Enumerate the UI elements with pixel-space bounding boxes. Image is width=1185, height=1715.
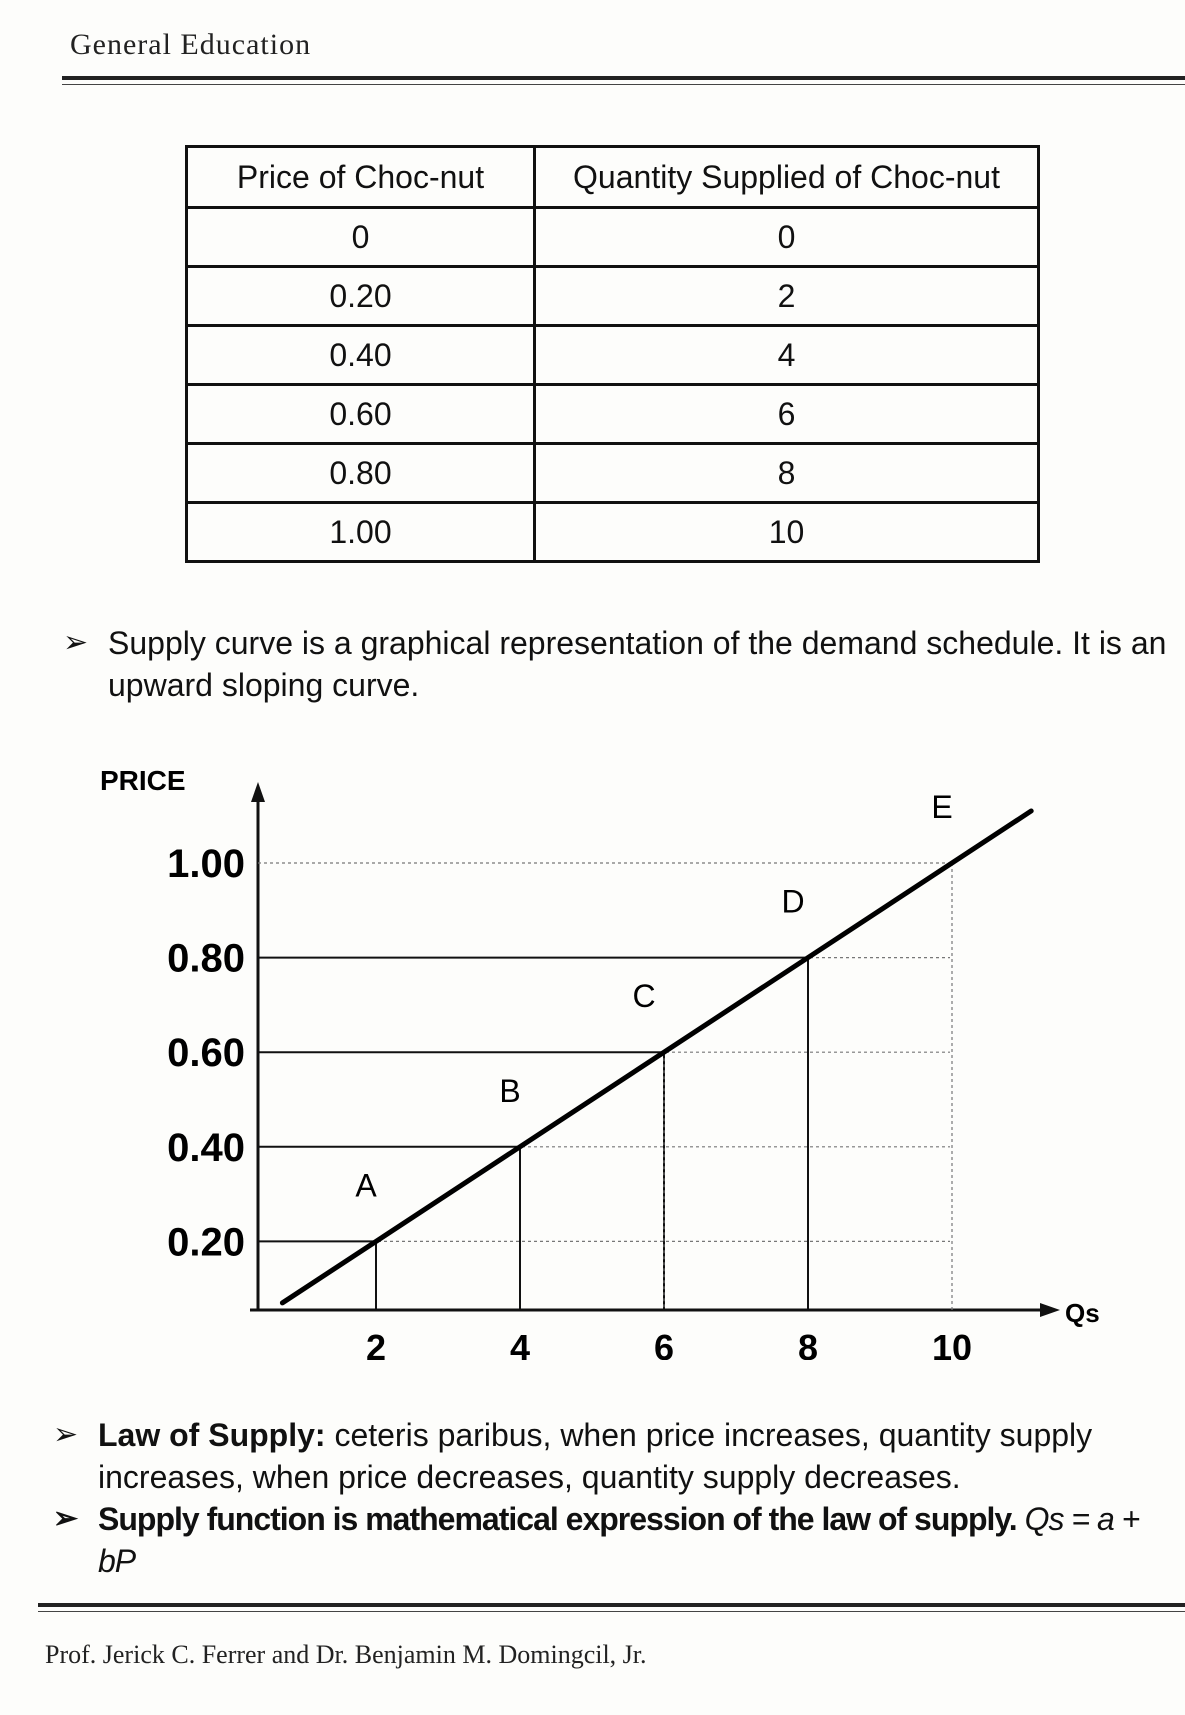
supply-schedule-table — [185, 145, 1040, 563]
x-tick-label: 4 — [509, 1327, 531, 1360]
supply-function-equation: Qs = a + bP — [98, 1501, 1140, 1579]
y-tick-label: 0.20 — [167, 1220, 245, 1265]
table-row — [187, 208, 1039, 267]
point-label: B — [499, 1072, 521, 1109]
y-axis-arrow-icon — [251, 782, 265, 802]
bullet-text: Supply function is mathematical expression of the law of supply. — [98, 1501, 1017, 1537]
price-cell: 0.60 — [187, 385, 535, 444]
quantity-cell: 0 — [535, 208, 1039, 267]
table-row — [187, 385, 1039, 444]
table-row — [187, 444, 1039, 503]
quantity-cell: 2 — [535, 267, 1039, 326]
footer-rule — [38, 1603, 1185, 1607]
y-tick-label: 0.60 — [167, 1031, 245, 1076]
quantity-cell: 10 — [535, 503, 1039, 562]
x-tick-label: 6 — [653, 1327, 675, 1360]
footer-rule-thin — [38, 1611, 1185, 1612]
footer-authors: Prof. Jerick C. Ferrer and Dr. Benjamin M. Domingcil, Jr. — [45, 1640, 647, 1669]
y-tick-label: 0.40 — [167, 1125, 245, 1170]
table-row — [187, 326, 1039, 385]
header-title: General Education — [70, 28, 312, 61]
bullet-arrow-icon: ➢ — [53, 1502, 78, 1535]
x-axis-label: Qs — [1065, 1298, 1100, 1328]
quantity-cell: 4 — [535, 326, 1039, 385]
bullet-arrow-icon: ➢ — [63, 626, 89, 659]
y-axis-label: PRICE — [100, 765, 186, 796]
supply-curve-chart — [0, 760, 1185, 1360]
x-axis-arrow-icon — [1040, 1303, 1060, 1317]
quantity-cell: 6 — [535, 385, 1039, 444]
y-tick-label: 0.80 — [167, 936, 245, 981]
point-label: A — [355, 1167, 377, 1204]
bullet-text: ceteris paribus, when price increases, quantity supply increases, when price decreases, quantity supply decreases. — [98, 1417, 1093, 1495]
point-label: C — [632, 978, 656, 1015]
bullet-arrow-icon: ➢ — [53, 1418, 79, 1451]
price-cell: 0.80 — [187, 444, 535, 503]
table-row — [187, 503, 1039, 562]
bullet-supply-function — [53, 1498, 1183, 1582]
price-cell: 1.00 — [187, 503, 535, 562]
law-of-supply-label: Law of Supply: — [98, 1417, 326, 1453]
table-row — [187, 267, 1039, 326]
price-cell: 0.40 — [187, 326, 535, 385]
header-rule-thin — [62, 84, 1185, 85]
supply-curve-line — [282, 811, 1031, 1303]
bullet-law-of-supply — [53, 1414, 1163, 1498]
x-tick-label: 2 — [365, 1327, 387, 1360]
header-rule — [62, 76, 1185, 80]
point-label: D — [781, 883, 805, 920]
column-header-quantity: Quantity Supplied of Choc-nut — [535, 147, 1039, 208]
point-label: E — [931, 789, 953, 825]
price-cell: 0 — [187, 208, 535, 267]
quantity-cell: 8 — [535, 444, 1039, 503]
bullet-supply-curve — [63, 622, 1178, 706]
bullet-text: Supply curve is a graphical representation of the demand schedule. It is an upward sloping curve. — [108, 625, 1167, 703]
x-tick-label: 10 — [931, 1327, 973, 1360]
price-cell: 0.20 — [187, 267, 535, 326]
column-header-price: Price of Choc-nut — [187, 147, 535, 208]
x-tick-label: 8 — [797, 1327, 819, 1360]
y-tick-label: 1.00 — [167, 842, 245, 886]
table-header-row — [187, 147, 1039, 208]
